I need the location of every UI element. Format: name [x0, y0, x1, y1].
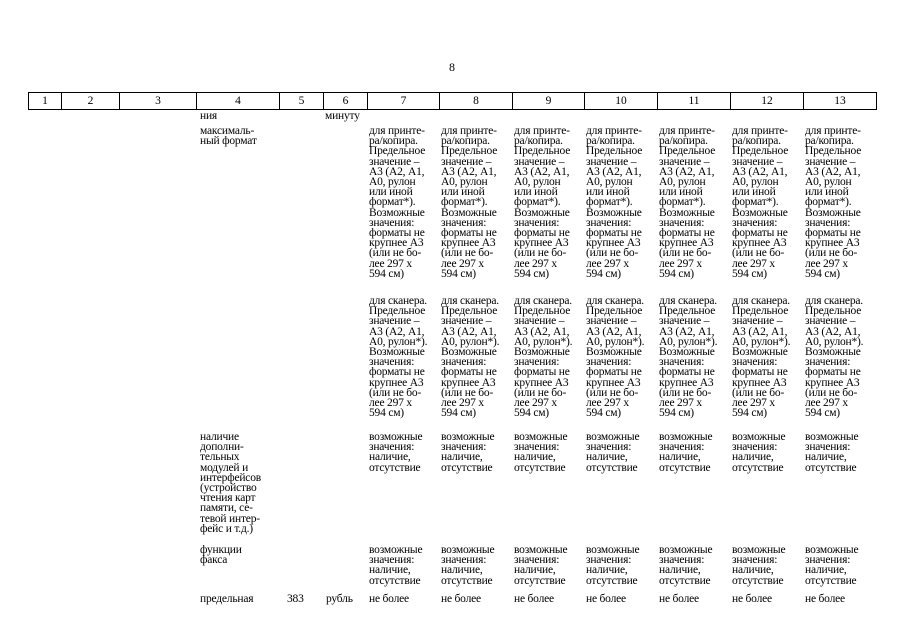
- cell-col12: для сканера. Предельное значение – А3 (А2, А1, А0, рулон*). Возможные значения: форматы не крупнее А3 (или не бо- лее 297 х 594 см): [732, 295, 791, 420]
- cell-col7: для принте- ра/копира. Предельное значение – А3 (А2, А1, А0, рулон или иной формат*). Возможные значения: форматы не крупнее А3 (или не бо- лее 297 х 594 см): [369, 125, 426, 280]
- header-cell-10: 10: [584, 93, 657, 109]
- header-cell-12: 12: [730, 93, 803, 109]
- cell-col11: возможные значения: наличие, отсутствие: [659, 431, 713, 474]
- cell-col8: для сканера. Предельное значение – А3 (А2, А1, А0, рулон*). Возможные значения: форматы не крупнее А3 (или не бо- лее 297 х 594 см): [441, 295, 500, 420]
- cell-col9: для сканера. Предельное значение – А3 (А2, А1, А0, рулон*). Возможные значения: форматы не крупнее А3 (или не бо- лее 297 х 594 см): [514, 295, 573, 420]
- cell-col8: не более: [441, 593, 481, 605]
- cell-col11: для принте- ра/копира. Предельное значение – А3 (А2, А1, А0, рулон или иной формат*). Возможные значения: форматы не крупнее А3 (или не бо- лее 297 х 594 см): [659, 125, 716, 280]
- page-number: 8: [449, 60, 455, 74]
- cell-col4: функции факса: [200, 544, 242, 567]
- cell-col12: возможные значения: наличие, отсутствие: [732, 431, 786, 474]
- header-cell-4: 4: [196, 93, 279, 109]
- cell-col12: не более: [732, 593, 772, 605]
- cell-col13: возможные значения: наличие, отсутствие: [805, 431, 859, 474]
- header-cell-13: 13: [803, 93, 876, 109]
- cell-continuation-col6: минуту: [325, 110, 360, 122]
- header-cell-6: 6: [323, 93, 367, 109]
- cell-col4: предельная: [200, 593, 254, 605]
- cell-col10: для принте- ра/копира. Предельное значение – А3 (А2, А1, А0, рулон или иной формат*). Возможные значения: форматы не крупнее А3 (или не бо- лее 297 х 594 см): [586, 125, 643, 280]
- cell-col7: для сканера. Предельное значение – А3 (А2, А1, А0, рулон*). Возможные значения: форматы не крупнее А3 (или не бо- лее 297 х 594 см): [369, 295, 428, 420]
- cell-col9: возможные значения: наличие, отсутствие: [514, 431, 568, 474]
- header-cell-7: 7: [367, 93, 439, 109]
- header-cell-9: 9: [512, 93, 584, 109]
- cell-col13: возможные значения: наличие, отсутствие: [805, 544, 859, 587]
- cell-col12: для принте- ра/копира. Предельное значение – А3 (А2, А1, А0, рулон или иной формат*). Возможные значения: форматы не крупнее А3 (или не бо- лее 297 х 594 см): [732, 125, 789, 280]
- cell-col13: не более: [805, 593, 845, 605]
- cell-col13: для сканера. Предельное значение – А3 (А2, А1, А0, рулон*). Возможные значения: форматы не крупнее А3 (или не бо- лее 297 х 594 см): [805, 295, 864, 420]
- header-cell-8: 8: [439, 93, 512, 109]
- cell-col6: рубль: [326, 593, 353, 605]
- cell-col4: наличие дополни- тельных модулей и интерфейсов (устройство чтения карт памяти, се- тевой интер- фейс и т.д.): [200, 431, 261, 535]
- cell-col10: не более: [586, 593, 626, 605]
- cell-col10: для сканера. Предельное значение – А3 (А2, А1, А0, рулон*). Возможные значения: форматы не крупнее А3 (или не бо- лее 297 х 594 см): [586, 295, 645, 420]
- header-cell-1: 1: [42, 95, 48, 107]
- cell-col9: возможные значения: наличие, отсутствие: [514, 544, 568, 587]
- cell-col11: для сканера. Предельное значение – А3 (А2, А1, А0, рулон*). Возможные значения: форматы не крупнее А3 (или не бо- лее 297 х 594 см): [659, 295, 718, 420]
- cell-col12: возможные значения: наличие, отсутствие: [732, 544, 786, 587]
- cell-col8: для принте- ра/копира. Предельное значение – А3 (А2, А1, А0, рулон или иной формат*). Возможные значения: форматы не крупнее А3 (или не бо- лее 297 х 594 см): [441, 125, 498, 280]
- cell-col11: возможные значения: наличие, отсутствие: [659, 544, 713, 587]
- cell-col9: для принте- ра/копира. Предельное значение – А3 (А2, А1, А0, рулон или иной формат*). Возможные значения: форматы не крупнее А3 (или не бо- лее 297 х 594 см): [514, 125, 571, 280]
- cell-col8: возможные значения: наличие, отсутствие: [441, 431, 495, 474]
- cell-col7: возможные значения: наличие, отсутствие: [369, 431, 423, 474]
- cell-col11: не более: [659, 593, 699, 605]
- header-cell-2: 2: [61, 93, 119, 109]
- cell-col7: возможные значения: наличие, отсутствие: [369, 544, 423, 587]
- cell-col8: возможные значения: наличие, отсутствие: [441, 544, 495, 587]
- header-cell-5: 5: [279, 93, 323, 109]
- table-header-row: [28, 92, 877, 110]
- cell-col9: не более: [514, 593, 554, 605]
- cell-col10: возможные значения: наличие, отсутствие: [586, 431, 640, 474]
- header-cell-3: 3: [119, 93, 196, 109]
- cell-col4: максималь- ный формат: [200, 125, 257, 148]
- cell-col7: не более: [369, 593, 409, 605]
- cell-col5: 383: [287, 593, 304, 605]
- cell-continuation-col4: ния: [200, 110, 217, 122]
- cell-col10: возможные значения: наличие, отсутствие: [586, 544, 640, 587]
- header-cell-11: 11: [657, 93, 730, 109]
- cell-col13: для принте- ра/копира. Предельное значение – А3 (А2, А1, А0, рулон или иной формат*). Возможные значения: форматы не крупнее А3 (или не бо- лее 297 х 594 см): [805, 125, 862, 280]
